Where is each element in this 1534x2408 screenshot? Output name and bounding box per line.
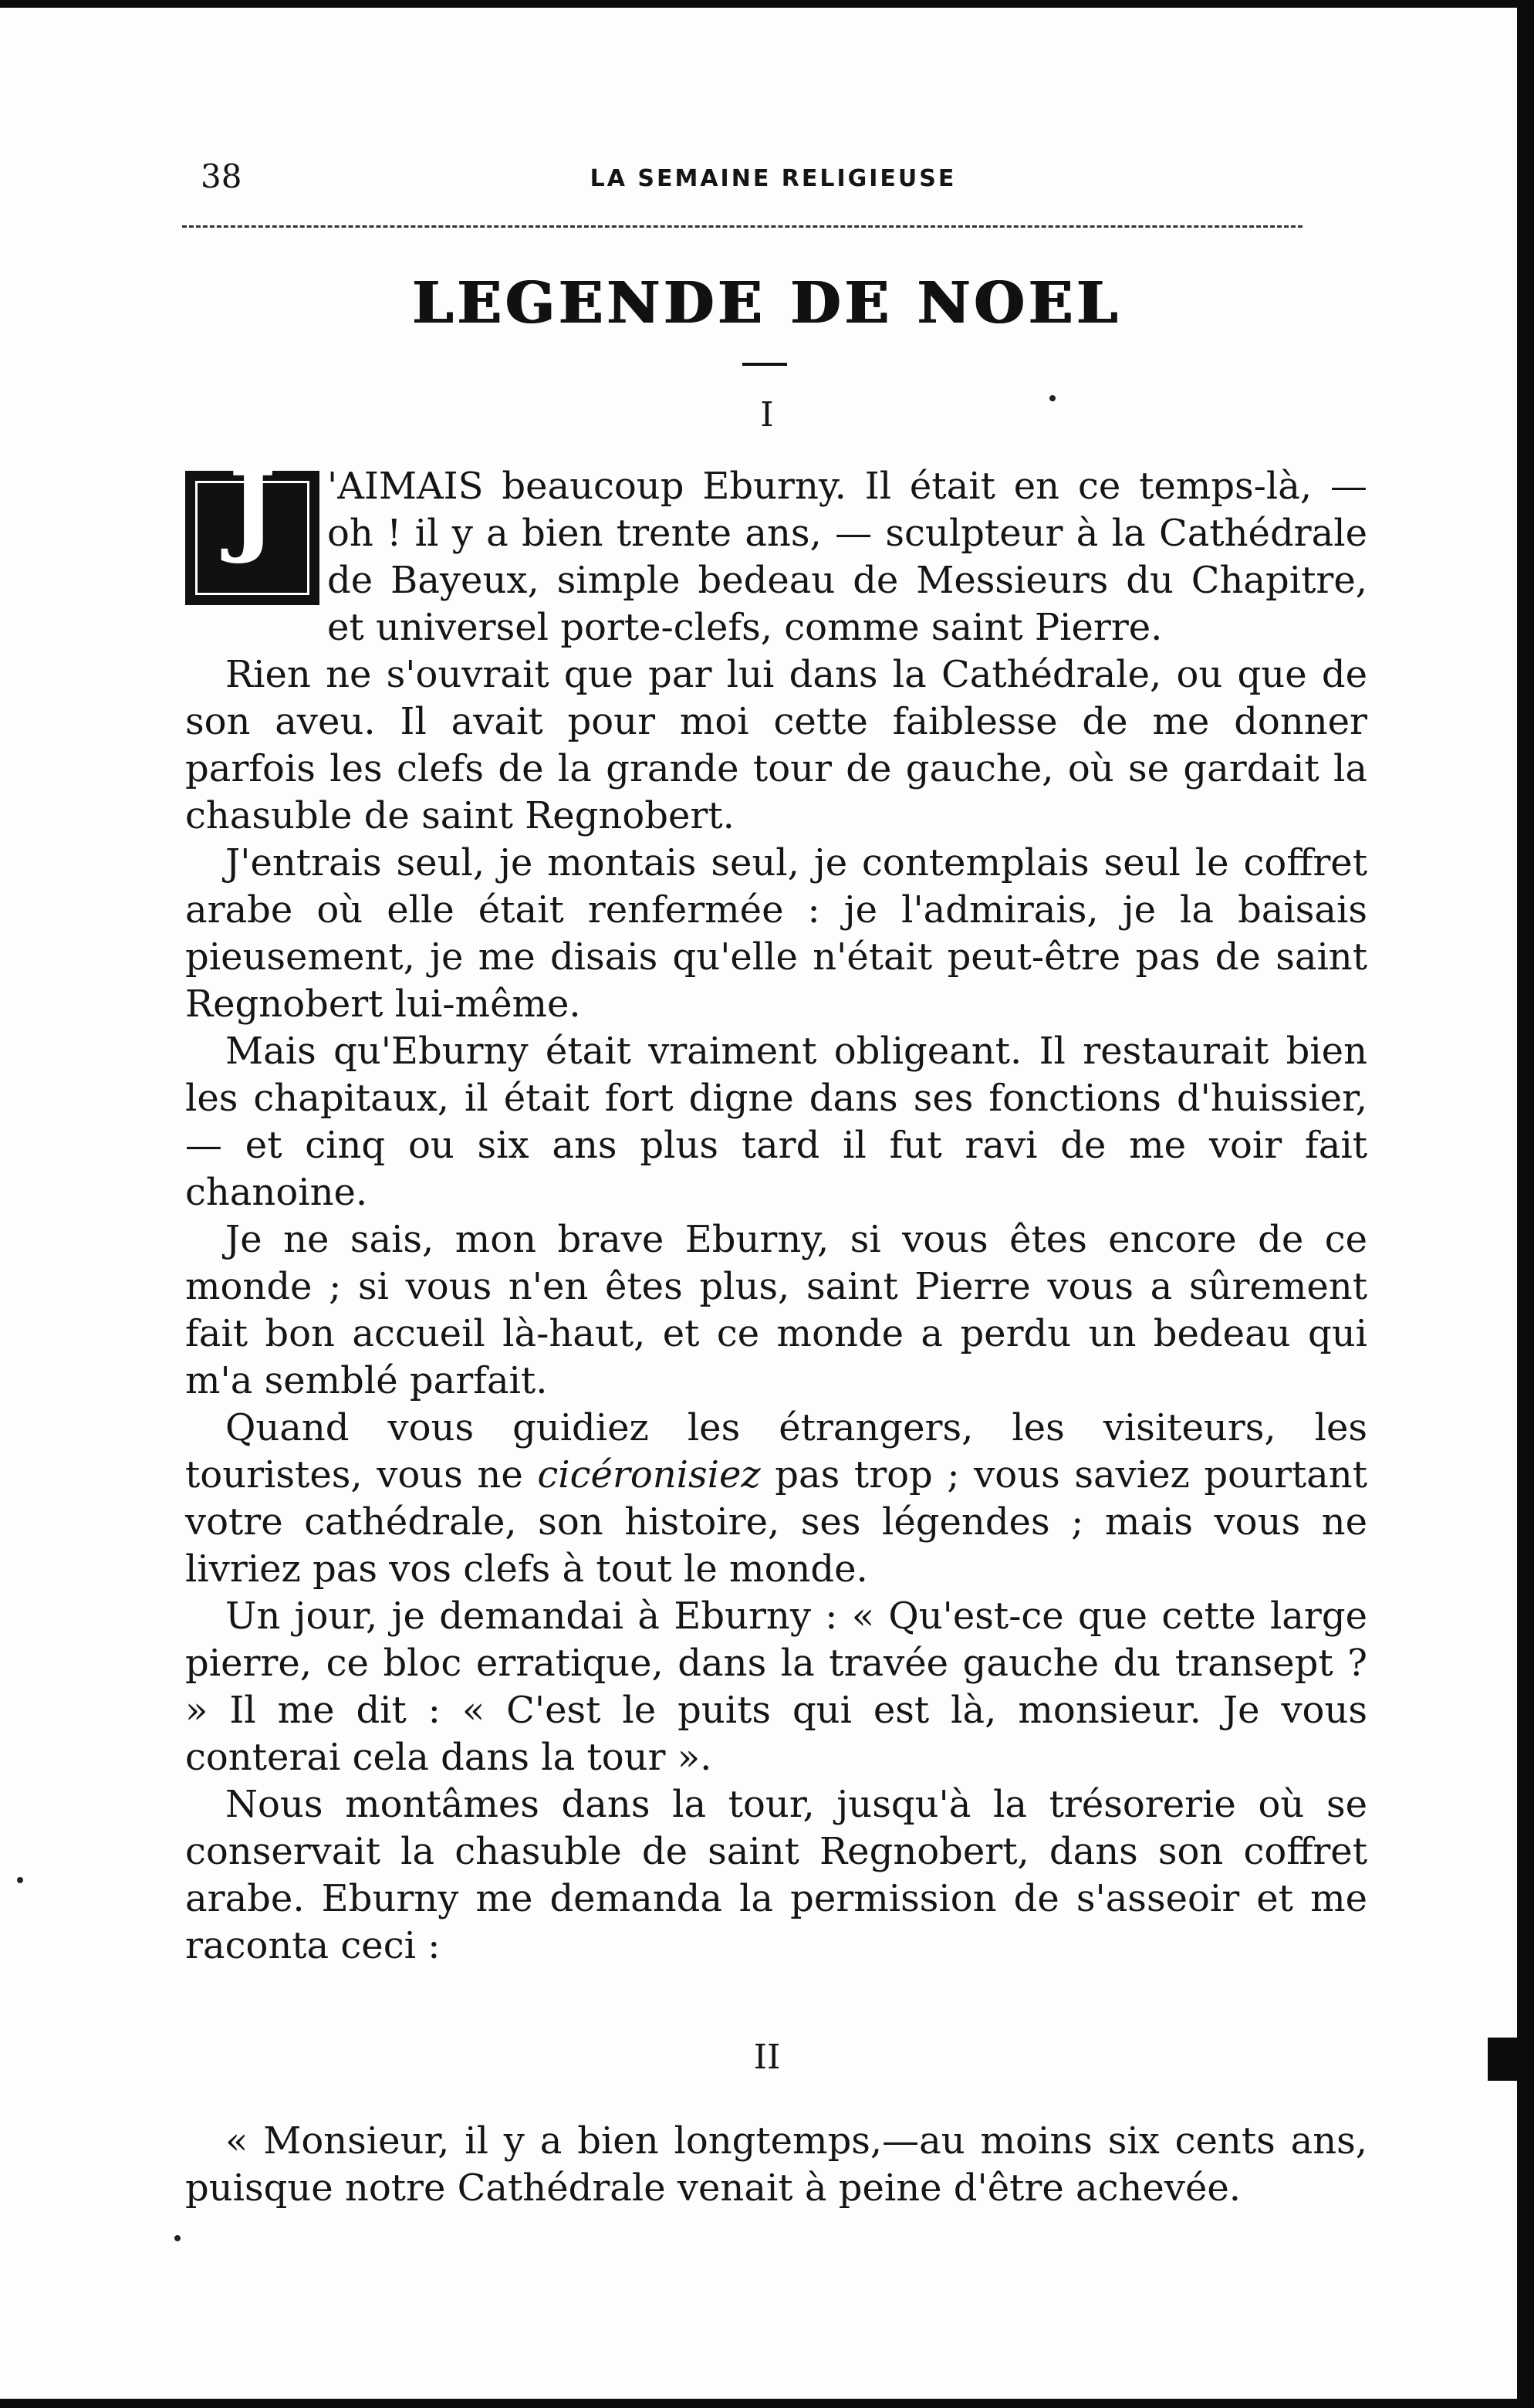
- scan-speck: [174, 2235, 181, 2241]
- paragraph: 'AIMAIS beaucoup Eburny. Il était en ce temps-là, — oh ! il y a bien trente ans, — sculpteur à la Cathédrale de Bayeux, simple bedeau de Messieurs du Chapitre, et universel porte-clefs, comme saint Pierre.: [327, 465, 1367, 649]
- title-rule: [742, 363, 787, 366]
- article-title: LEGENDE DE NOEL: [412, 270, 1122, 337]
- section-1-text: [185, 448, 1367, 1970]
- page-header: [179, 154, 1367, 201]
- paragraph: Je ne sais, mon brave Eburny, si vous êtes encore de ce monde ; si vous n'en êtes plus, saint Pierre vous a sûrement fait bon accueil là-haut, et ce monde a perdu un bedeau qui m'a semblé parfait.: [185, 1218, 1367, 1402]
- page-number: 38: [201, 157, 242, 195]
- header-rule: [182, 225, 1303, 228]
- scan-border-top: [0, 0, 1534, 8]
- paragraph: Nous montâmes dans la tour, jusqu'à la trésorerie où se conservait la chasuble de saint Regnobert, dans son coffret arabe. Eburny me demanda la permission de s'asseoir et me raconta ceci :: [185, 1783, 1367, 1967]
- running-title: LA SEMAINE RELIGIEUSE: [590, 165, 957, 192]
- paragraph: [185, 1405, 1367, 1593]
- text-run: pas trop ; vous saviez pourtant votre cathédrale, son histoire, ses légendes ; mais vous ne livriez pas vos clefs à tout le monde.: [185, 1453, 1367, 1591]
- dropcap-letter: J: [228, 448, 276, 566]
- section-number-1: I: [760, 395, 774, 435]
- italic-word: cicéronisiez: [537, 1453, 761, 1497]
- scan-speck: [17, 1877, 23, 1883]
- section-2-text: [185, 2118, 1367, 2212]
- paragraph: J'entrais seul, je montais seul, je contemplais seul le coffret arabe où elle était renfermée : je l'admirais, je la baisais pieusement, je me disais qu'elle n'était peut-être pas de saint Regnobert lui-même.: [185, 841, 1367, 1026]
- text-run: Quand vous guidiez les étrangers, les visiteurs, les touristes, vous ne: [185, 1406, 1367, 1497]
- paragraph: Rien ne s'ouvrait que par lui dans la Cathédrale, ou que de son aveu. Il avait pour moi cette faiblesse de me donner parfois les clefs de la grande tour de gauche, où se gardait la chasuble de saint Regnobert.: [185, 653, 1367, 837]
- paragraph: Un jour, je demandai à Eburny : « Qu'est-ce que cette large pierre, ce bloc erratique, dans la travée gauche du transept ? » Il me dit : « C'est le puits qui est là, monsieur. Je vous conterai cela dans la tour ».: [185, 1595, 1367, 1779]
- section-number-2: II: [753, 2038, 781, 2077]
- paragraph: « Monsieur, il y a bien longtemps,—au moins six cents ans, puisque notre Cathédrale venait à peine d'être achevée.: [185, 2119, 1367, 2210]
- paragraph: Mais qu'Eburny était vraiment obligeant. Il restaurait bien les chapitaux, il était fort digne dans ses fonctions d'huissier, — et cinq ou six ans plus tard il fut ravi de me voir fait chanoine.: [185, 1030, 1367, 1214]
- dropcap-initial: [185, 448, 319, 605]
- scan-border-bottom: [0, 2399, 1534, 2408]
